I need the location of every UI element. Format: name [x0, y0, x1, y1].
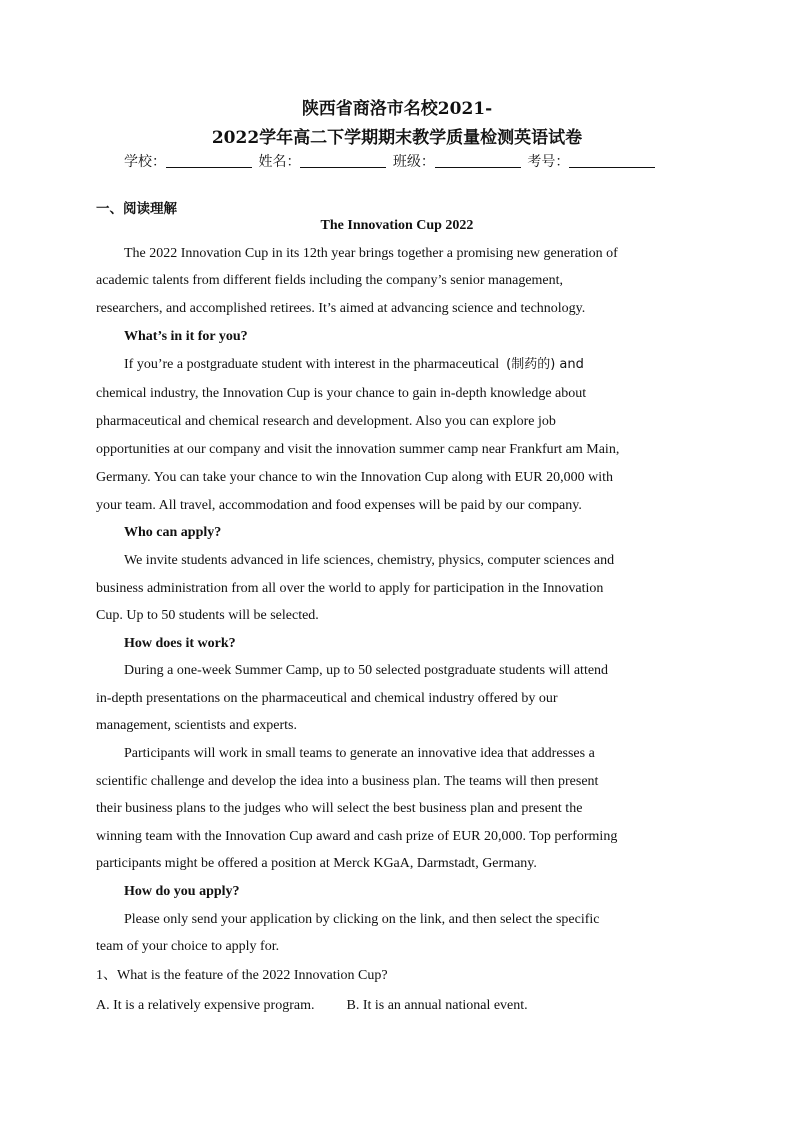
- subheading: How does it work?: [124, 636, 236, 651]
- name-blank: [300, 153, 386, 168]
- option-a: A. It is a relatively expensive program.: [96, 998, 315, 1013]
- passage-line: [124, 356, 724, 374]
- passage-line: business administration from all over the world to apply for participation in the Innovation: [96, 581, 604, 596]
- subheading: What’s in it for you?: [124, 329, 248, 344]
- question-stem: 1、What is the feature of the 2022 Innovation Cup?: [96, 968, 388, 983]
- passage-line: management, scientists and experts.: [96, 718, 297, 733]
- passage-line: researchers, and accomplished retirees. It’s aimed at advancing science and technology.: [96, 301, 586, 316]
- chinese-gloss: (制药的) and: [506, 357, 584, 372]
- passage-line: The 2022 Innovation Cup in its 12th year brings together a promising new generation of: [124, 246, 618, 261]
- passage-line: academic talents from different fields including the company’s senior management,: [96, 273, 564, 288]
- passage-line: winning team with the Innovation Cup award and cash prize of EUR 20,000. Top performing: [96, 829, 618, 844]
- exam-number-blank: [569, 153, 655, 168]
- passage-line: opportunities at our company and visit the innovation summer camp near Frankfurt am Main,: [96, 442, 620, 457]
- exam-number-label: 考号：: [527, 154, 570, 170]
- name-label: 姓名：: [258, 154, 301, 170]
- subheading: How do you apply?: [124, 884, 240, 899]
- subheading: Who can apply?: [124, 525, 222, 540]
- passage-line: participants might be offered a position at Merck KGaA, Darmstadt, Germany.: [96, 856, 537, 871]
- passage-line: Please only send your application by clicking on the link, and then select the specific: [124, 912, 600, 927]
- class-label: 班级：: [392, 154, 435, 170]
- passage-line: team of your choice to apply for.: [96, 939, 280, 954]
- exam-title-line2: 2022学年高二下学期期末教学质量检测英语试卷: [211, 128, 583, 148]
- passage-line: Cup. Up to 50 students will be selected.: [96, 608, 319, 623]
- passage-line-text: If you’re a postgraduate student with interest in the pharmaceutical: [124, 357, 500, 372]
- passage-line: We invite students advanced in life sciences, chemistry, physics, computer sciences and: [124, 553, 615, 568]
- class-blank: [435, 153, 521, 168]
- passage-line: in-depth presentations on the pharmaceutical and chemical industry offered by our: [96, 691, 558, 706]
- passage-title: The Innovation Cup 2022: [320, 218, 474, 233]
- school-label: 学校：: [124, 154, 166, 170]
- section-heading: 一、阅读理解: [96, 201, 177, 217]
- passage-line: their business plans to the judges who will select the best business plan and present the: [96, 801, 583, 816]
- school-blank: [166, 153, 252, 168]
- passage-line: Participants will work in small teams to generate an innovative idea that addresses a: [124, 746, 595, 761]
- passage-line: scientific challenge and develop the idea into a business plan. The teams will then present: [96, 774, 599, 789]
- option-b: B. It is an annual national event.: [346, 998, 528, 1013]
- passage-line: During a one-week Summer Camp, up to 50 selected postgraduate students will attend: [124, 663, 609, 678]
- exam-title-line1: 陕西省商洛市名校2021-: [301, 99, 493, 119]
- question-options: [96, 997, 696, 1015]
- passage-line: chemical industry, the Innovation Cup is your chance to gain in-depth knowledge about: [96, 386, 587, 401]
- passage-line: Germany. You can take your chance to win the Innovation Cup along with EUR 20,000 with: [96, 470, 614, 485]
- passage-line: your team. All travel, accommodation and food expenses will be paid by our company.: [96, 498, 582, 513]
- passage-line: pharmaceutical and chemical research and development. Also you can explore job: [96, 414, 556, 429]
- student-info-row: [124, 153, 684, 171]
